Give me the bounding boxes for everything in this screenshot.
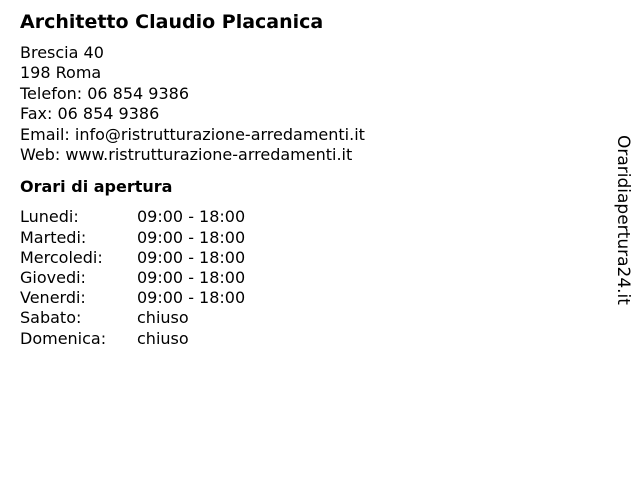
- hours-row: [20, 308, 580, 328]
- watermark-text: Oraridiapertura24.it: [613, 135, 633, 305]
- hours-day: Martedi:: [20, 227, 87, 247]
- hours-day: Lunedi:: [20, 207, 79, 227]
- hours-day: Venerdi:: [20, 288, 86, 308]
- hours-row: [20, 268, 580, 288]
- email-line: Email: info@ristrutturazione-arredamenti.it: [20, 124, 365, 144]
- opening-hours-heading: Orari di apertura: [20, 177, 173, 197]
- hours-day: Sabato:: [20, 308, 82, 328]
- hours-row: [20, 329, 580, 349]
- opening-hours-table: [20, 207, 580, 348]
- hours-row: [20, 288, 580, 308]
- business-name: Architetto Claudio Placanica: [20, 11, 324, 33]
- business-card: [20, 10, 580, 349]
- hours-row: [20, 248, 580, 268]
- hours-day: Mercoledi:: [20, 247, 103, 267]
- address-street: Brescia 40: [20, 43, 104, 62]
- hours-time: 09:00 - 18:00: [137, 268, 246, 288]
- phone-line: Telefon: 06 854 9386: [20, 83, 190, 103]
- web-line: Web: www.ristrutturazione-arredamenti.it: [20, 145, 353, 165]
- hours-time: 09:00 - 18:00: [137, 227, 246, 247]
- fax-line: Fax: 06 854 9386: [20, 104, 160, 124]
- hours-row: [20, 228, 580, 248]
- hours-time: chiuso: [137, 308, 189, 328]
- hours-day: Giovedi:: [20, 268, 86, 288]
- contact-info: [20, 43, 580, 165]
- hours-time: 09:00 - 18:00: [137, 247, 246, 267]
- hours-day: Domenica:: [20, 328, 107, 348]
- hours-time: 09:00 - 18:00: [137, 207, 246, 227]
- hours-row: [20, 207, 580, 227]
- hours-time: 09:00 - 18:00: [137, 288, 246, 308]
- address-city: 198 Roma: [20, 63, 102, 83]
- hours-time: chiuso: [137, 328, 189, 348]
